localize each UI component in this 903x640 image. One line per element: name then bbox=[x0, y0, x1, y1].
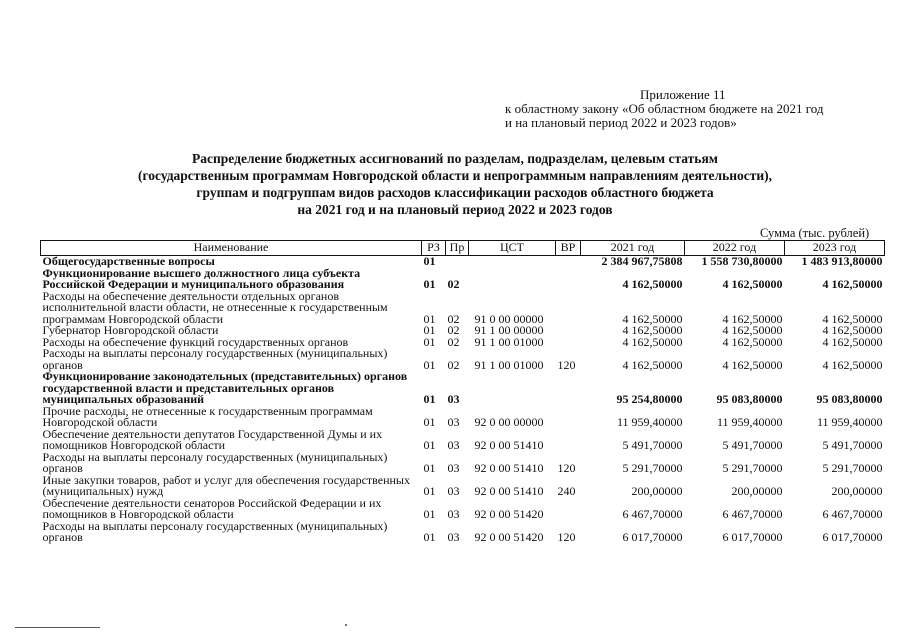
row-vr: 240 bbox=[557, 484, 576, 498]
row-pr: 02 bbox=[447, 357, 460, 372]
budget-table bbox=[40, 240, 885, 544]
table-row bbox=[41, 268, 885, 291]
row-2023: 95 083,80000 bbox=[816, 392, 883, 406]
row-2021: 4 162,50000 bbox=[622, 357, 683, 372]
row-name: Губернатор Новгородской области bbox=[42, 323, 219, 337]
row-name: Иные закупки товаров, работ и услуг для обеспечения государственных (муниципальных) нужд bbox=[42, 472, 410, 498]
header-2022: 2022 год bbox=[685, 241, 785, 256]
row-2022: 6 467,70000 bbox=[722, 507, 783, 521]
row-vr bbox=[556, 371, 581, 406]
header-rz: РЗ bbox=[422, 241, 446, 256]
row-name: Расходы на обеспечение деятельности отдельных органов исполнительной власти области, не отнесенные к государственным программам Новгородской области bbox=[42, 288, 388, 326]
appendix-number: Приложение 11 bbox=[640, 87, 726, 102]
row-pr: 02 bbox=[447, 323, 460, 337]
row-2021: 200,00000 bbox=[631, 484, 683, 498]
row-cst: 92 0 00 51420 bbox=[474, 530, 544, 544]
row-name: Расходы на выплаты персоналу государственных (муниципальных) органов bbox=[42, 346, 388, 372]
row-cst: 91 0 00 00000 bbox=[474, 311, 544, 326]
table-row bbox=[41, 452, 885, 475]
header-name: Наименование bbox=[41, 241, 422, 256]
row-2023: 5 291,70000 bbox=[822, 461, 883, 475]
row-2022: 95 083,80000 bbox=[716, 392, 783, 406]
row-pr: 02 bbox=[447, 334, 460, 349]
row-vr: 120 bbox=[557, 530, 576, 544]
row-2022: 4 162,50000 bbox=[722, 357, 783, 372]
row-2022: 5 291,70000 bbox=[722, 461, 783, 475]
appendix-note bbox=[505, 88, 824, 130]
row-2022: 5 491,70000 bbox=[722, 438, 783, 452]
title-line-2: (государственным программам Новгородской области и непрограммным направлениям деятельности), bbox=[137, 168, 773, 183]
row-cst: 91 1 00 00000 bbox=[474, 323, 544, 337]
row-2022: 4 162,50000 bbox=[722, 323, 783, 337]
row-vr bbox=[556, 406, 581, 429]
row-2021: 6 017,70000 bbox=[622, 530, 683, 544]
row-2022: 11 959,40000 bbox=[716, 415, 783, 429]
row-2021: 4 162,50000 bbox=[622, 277, 683, 291]
row-rz: 01 bbox=[423, 415, 436, 429]
row-2021: 4 162,50000 bbox=[622, 334, 683, 349]
row-vr: 120 bbox=[557, 461, 576, 475]
row-name: Общегосударственные вопросы bbox=[42, 254, 215, 268]
row-2023: 4 162,50000 bbox=[822, 323, 883, 337]
row-pr: 03 bbox=[447, 392, 460, 406]
row-2021: 11 959,40000 bbox=[616, 415, 683, 429]
row-2023: 1 483 913,80000 bbox=[801, 254, 883, 268]
document-title bbox=[60, 150, 850, 218]
row-rz: 01 bbox=[423, 438, 436, 452]
header-2021: 2021 год bbox=[581, 241, 685, 256]
row-vr bbox=[556, 256, 581, 268]
table-row bbox=[41, 498, 885, 521]
row-vr bbox=[556, 337, 581, 349]
row-2023: 4 162,50000 bbox=[822, 277, 883, 291]
row-name: Обеспечение деятельности депутатов Государственной Думы и их помощников Новгородской области bbox=[42, 426, 383, 452]
row-2021: 95 254,80000 bbox=[616, 392, 683, 406]
row-cst: 92 0 00 00000 bbox=[474, 415, 544, 429]
row-pr: 02 bbox=[447, 311, 460, 326]
row-name: Функционирование законодательных (представительных) органов государственной власти и представительных органов муниципальных образований bbox=[42, 369, 408, 406]
appendix-period-line: и на плановый период 2022 и 2023 годов» bbox=[505, 115, 737, 130]
row-2021: 6 467,70000 bbox=[622, 507, 683, 521]
row-name: Расходы на обеспечение функций государственных органов bbox=[42, 334, 349, 349]
row-rz: 01 bbox=[423, 254, 436, 268]
row-cst: 91 1 00 01000 bbox=[474, 334, 544, 349]
row-rz: 01 bbox=[423, 507, 436, 521]
row-cst bbox=[469, 256, 556, 268]
row-2023: 4 162,50000 bbox=[822, 357, 883, 372]
row-cst: 92 0 00 51410 bbox=[474, 438, 544, 452]
table-row bbox=[41, 291, 885, 326]
row-rz: 01 bbox=[423, 311, 436, 326]
row-2022: 6 017,70000 bbox=[722, 530, 783, 544]
table-row bbox=[41, 348, 885, 371]
row-2021: 5 491,70000 bbox=[622, 438, 683, 452]
table-row bbox=[41, 371, 885, 406]
row-rz: 01 bbox=[423, 392, 436, 406]
table-row bbox=[41, 406, 885, 429]
row-2023: 4 162,50000 bbox=[822, 311, 883, 326]
row-pr bbox=[446, 256, 469, 268]
row-2021: 2 384 967,75808 bbox=[601, 254, 683, 268]
row-2023: 200,00000 bbox=[831, 484, 883, 498]
row-pr: 03 bbox=[447, 415, 460, 429]
row-pr: 03 bbox=[447, 507, 460, 521]
appendix-law-line: к областному закону «Об областном бюджете на 2021 год bbox=[505, 101, 824, 116]
title-line-1: Распределение бюджетных ассигнований по разделам, подразделам, целевым статьям bbox=[192, 151, 718, 166]
row-vr bbox=[556, 268, 581, 291]
row-2023: 11 959,40000 bbox=[816, 415, 883, 429]
row-2023: 4 162,50000 bbox=[822, 334, 883, 349]
row-rz: 01 bbox=[423, 530, 436, 544]
table-row bbox=[41, 475, 885, 498]
row-name: Функционирование высшего должностного лица субъекта Российской Федерации и муниципального образования bbox=[42, 265, 361, 291]
row-vr: 120 bbox=[557, 357, 576, 372]
row-pr: 03 bbox=[447, 461, 460, 475]
row-name: Расходы на выплаты персоналу государственных (муниципальных) органов bbox=[42, 518, 388, 544]
table-row bbox=[41, 429, 885, 452]
row-2022: 4 162,50000 bbox=[722, 277, 783, 291]
row-2021: 4 162,50000 bbox=[622, 323, 683, 337]
header-vr: ВР bbox=[556, 241, 581, 256]
row-cst: 92 0 00 51410 bbox=[474, 461, 544, 475]
row-vr bbox=[556, 291, 581, 326]
row-pr: 02 bbox=[447, 277, 460, 291]
header-cst: ЦСТ bbox=[469, 241, 556, 256]
title-line-3: группам и подгруппам видов расходов классификации расходов областного бюджета bbox=[196, 185, 714, 200]
row-2023: 6 017,70000 bbox=[822, 530, 883, 544]
row-cst: 92 0 00 51420 bbox=[474, 507, 544, 521]
row-pr: 03 bbox=[447, 530, 460, 544]
row-2021: 5 291,70000 bbox=[622, 461, 683, 475]
row-pr: 03 bbox=[447, 438, 460, 452]
row-2021: 4 162,50000 bbox=[622, 311, 683, 326]
row-pr: 03 bbox=[447, 484, 460, 498]
row-2022: 200,00000 bbox=[731, 484, 783, 498]
row-name: Расходы на выплаты персоналу государственных (муниципальных) органов bbox=[42, 449, 388, 475]
row-cst: 92 0 00 51410 bbox=[474, 484, 544, 498]
header-pr: Пр bbox=[446, 241, 469, 256]
row-name: Обеспечение деятельности сенаторов Российской Федерации и их помощников в Новгородской области bbox=[42, 495, 382, 521]
header-2023: 2023 год bbox=[785, 241, 885, 256]
row-rz: 01 bbox=[423, 484, 436, 498]
row-cst bbox=[469, 371, 556, 406]
row-2023: 6 467,70000 bbox=[822, 507, 883, 521]
scan-speck bbox=[345, 624, 347, 626]
row-2023: 5 491,70000 bbox=[822, 438, 883, 452]
row-rz: 01 bbox=[423, 277, 436, 291]
row-cst: 91 1 00 01000 bbox=[474, 357, 544, 372]
row-name: Прочие расходы, не отнесенные к государственным программам Новгородской области bbox=[42, 403, 373, 429]
row-rz: 01 bbox=[423, 461, 436, 475]
row-vr bbox=[556, 498, 581, 521]
table-row bbox=[41, 521, 885, 544]
unit-note: Сумма (тыс. рублей) bbox=[760, 226, 870, 240]
row-vr bbox=[556, 429, 581, 452]
row-rz: 01 bbox=[423, 357, 436, 372]
row-rz: 01 bbox=[423, 334, 436, 349]
row-cst bbox=[469, 268, 556, 291]
title-line-4: на 2021 год и на плановый период 2022 и 2023 годов bbox=[297, 202, 613, 217]
row-rz: 01 bbox=[423, 323, 436, 337]
row-vr bbox=[556, 325, 581, 337]
row-2022: 1 558 730,80000 bbox=[701, 254, 783, 268]
footer-rule bbox=[15, 627, 100, 628]
row-2022: 4 162,50000 bbox=[722, 334, 783, 349]
row-2022: 4 162,50000 bbox=[722, 311, 783, 326]
